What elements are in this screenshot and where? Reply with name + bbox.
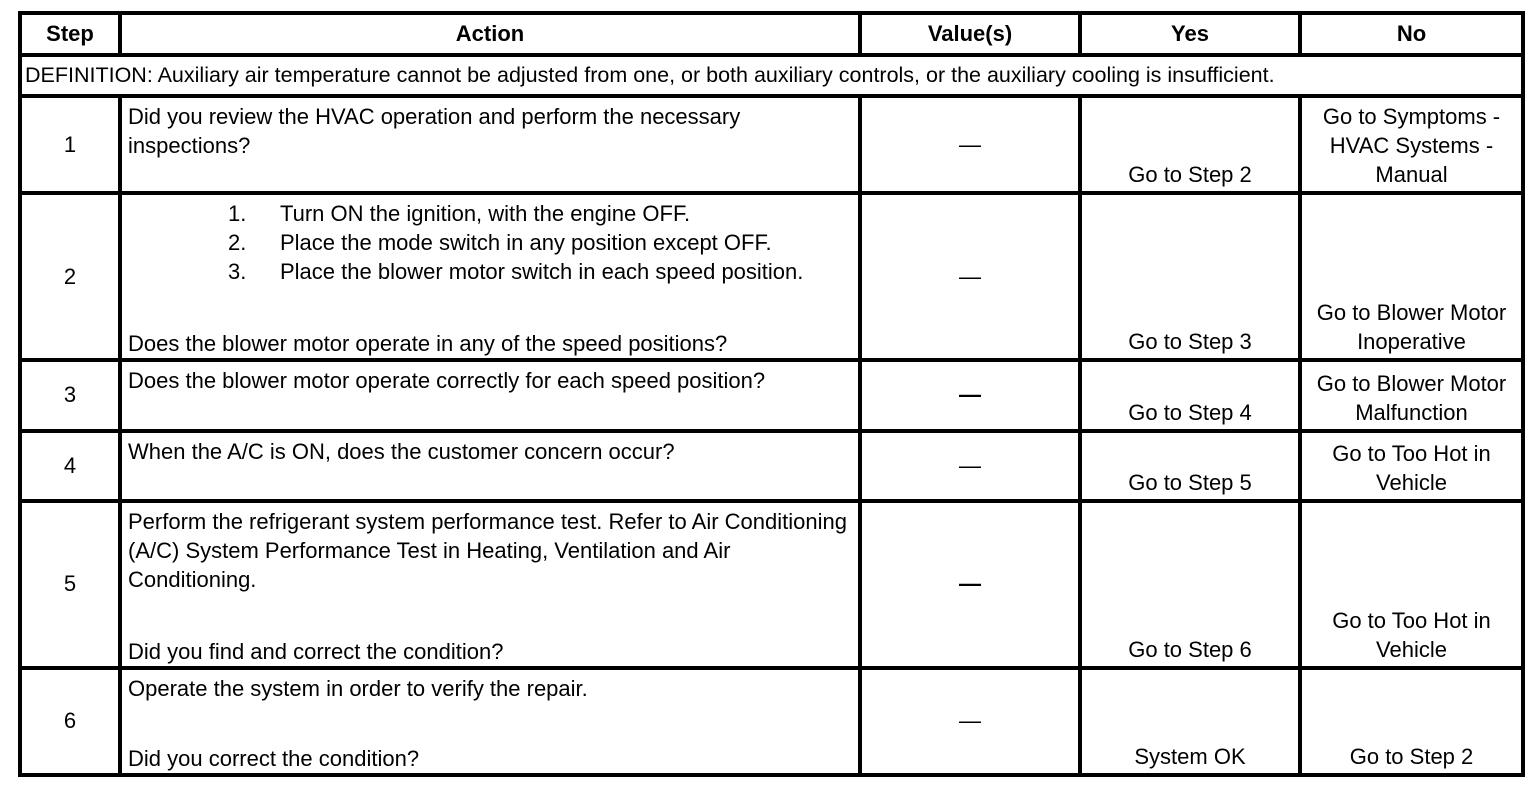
value-text: —	[959, 571, 981, 597]
value-cell	[860, 96, 1080, 193]
value-cell	[860, 501, 1080, 668]
value-cell	[860, 668, 1080, 775]
step-number: 2	[20, 193, 120, 360]
action-cell	[120, 193, 860, 360]
yes-cell: Go to Step 6	[1080, 501, 1300, 668]
yes-cell: Go to Step 4	[1080, 360, 1300, 430]
action-question: Did you correct the condition?	[128, 746, 420, 771]
value-text: —	[959, 452, 981, 478]
no-cell: Go to Step 2	[1300, 668, 1523, 775]
value-cell	[860, 360, 1080, 430]
header-no: No	[1300, 13, 1523, 55]
step-number: 1	[20, 96, 120, 193]
value-cell	[860, 431, 1080, 501]
action-cell	[120, 431, 860, 501]
action-cell	[120, 360, 860, 430]
action-text: Perform the refrigerant system performance test. Refer to Air Conditioning (A/C) System Performance Test in Heating, Ventilation and Air Conditioning.	[128, 508, 847, 592]
table-row	[20, 193, 1523, 360]
diagnostic-table	[18, 11, 1525, 777]
yes-cell: System OK	[1080, 668, 1300, 775]
table-row	[20, 360, 1523, 430]
yes-cell: Go to Step 5	[1080, 431, 1300, 501]
action-text: Did you review the HVAC operation and perform the necessary inspections?	[128, 104, 741, 159]
yes-cell: Go to Step 2	[1080, 96, 1300, 193]
list-item: 3. Place the blower motor switch in each speed position.	[228, 259, 804, 285]
no-cell: Go to Blower Motor Malfunction	[1300, 360, 1523, 430]
step-number: 6	[20, 668, 120, 775]
no-cell: Go to Symptoms - HVAC Systems - Manual	[1300, 96, 1523, 193]
action-question: Does the blower motor operate in any of the speed positions?	[128, 331, 728, 357]
definition-row	[20, 55, 1523, 96]
value-text: —	[959, 382, 981, 408]
value-text: —	[959, 263, 981, 289]
action-text: Does the blower motor operate correctly for each speed position?	[128, 368, 766, 394]
no-cell: Go to Too Hot in Vehicle	[1300, 431, 1523, 501]
table-row	[20, 668, 1523, 775]
table-row	[20, 96, 1523, 193]
table-row	[20, 431, 1523, 501]
step-number: 3	[20, 360, 120, 430]
yes-cell: Go to Step 3	[1080, 193, 1300, 360]
definition-text: DEFINITION: Auxiliary air temperature cannot be adjusted from one, or both auxiliary controls, or the auxiliary cooling is insufficient.	[20, 55, 1523, 96]
step-number: 5	[20, 501, 120, 668]
header-yes: Yes	[1080, 13, 1300, 55]
list-item: 1. Turn ON the ignition, with the engine OFF.	[228, 201, 691, 227]
header-values: Value(s)	[860, 13, 1080, 55]
table-row	[20, 501, 1523, 668]
value-text: —	[959, 131, 981, 157]
no-cell: Go to Blower Motor Inoperative	[1300, 193, 1523, 360]
action-cell	[120, 96, 860, 193]
action-steps-list	[128, 199, 852, 286]
header-action: Action	[120, 13, 860, 55]
no-cell: Go to Too Hot in Vehicle	[1300, 501, 1523, 668]
header-row	[20, 13, 1523, 55]
action-cell	[120, 501, 860, 668]
step-number: 4	[20, 431, 120, 501]
value-text: —	[959, 708, 981, 734]
value-cell	[860, 193, 1080, 360]
action-cell	[120, 668, 860, 775]
action-text: When the A/C is ON, does the customer concern occur?	[128, 438, 675, 464]
action-text: Operate the system in order to verify the repair.	[128, 675, 588, 701]
action-question: Did you find and correct the condition?	[128, 638, 504, 664]
header-step: Step	[20, 13, 120, 55]
list-item: 2. Place the mode switch in any position except OFF.	[228, 230, 772, 256]
